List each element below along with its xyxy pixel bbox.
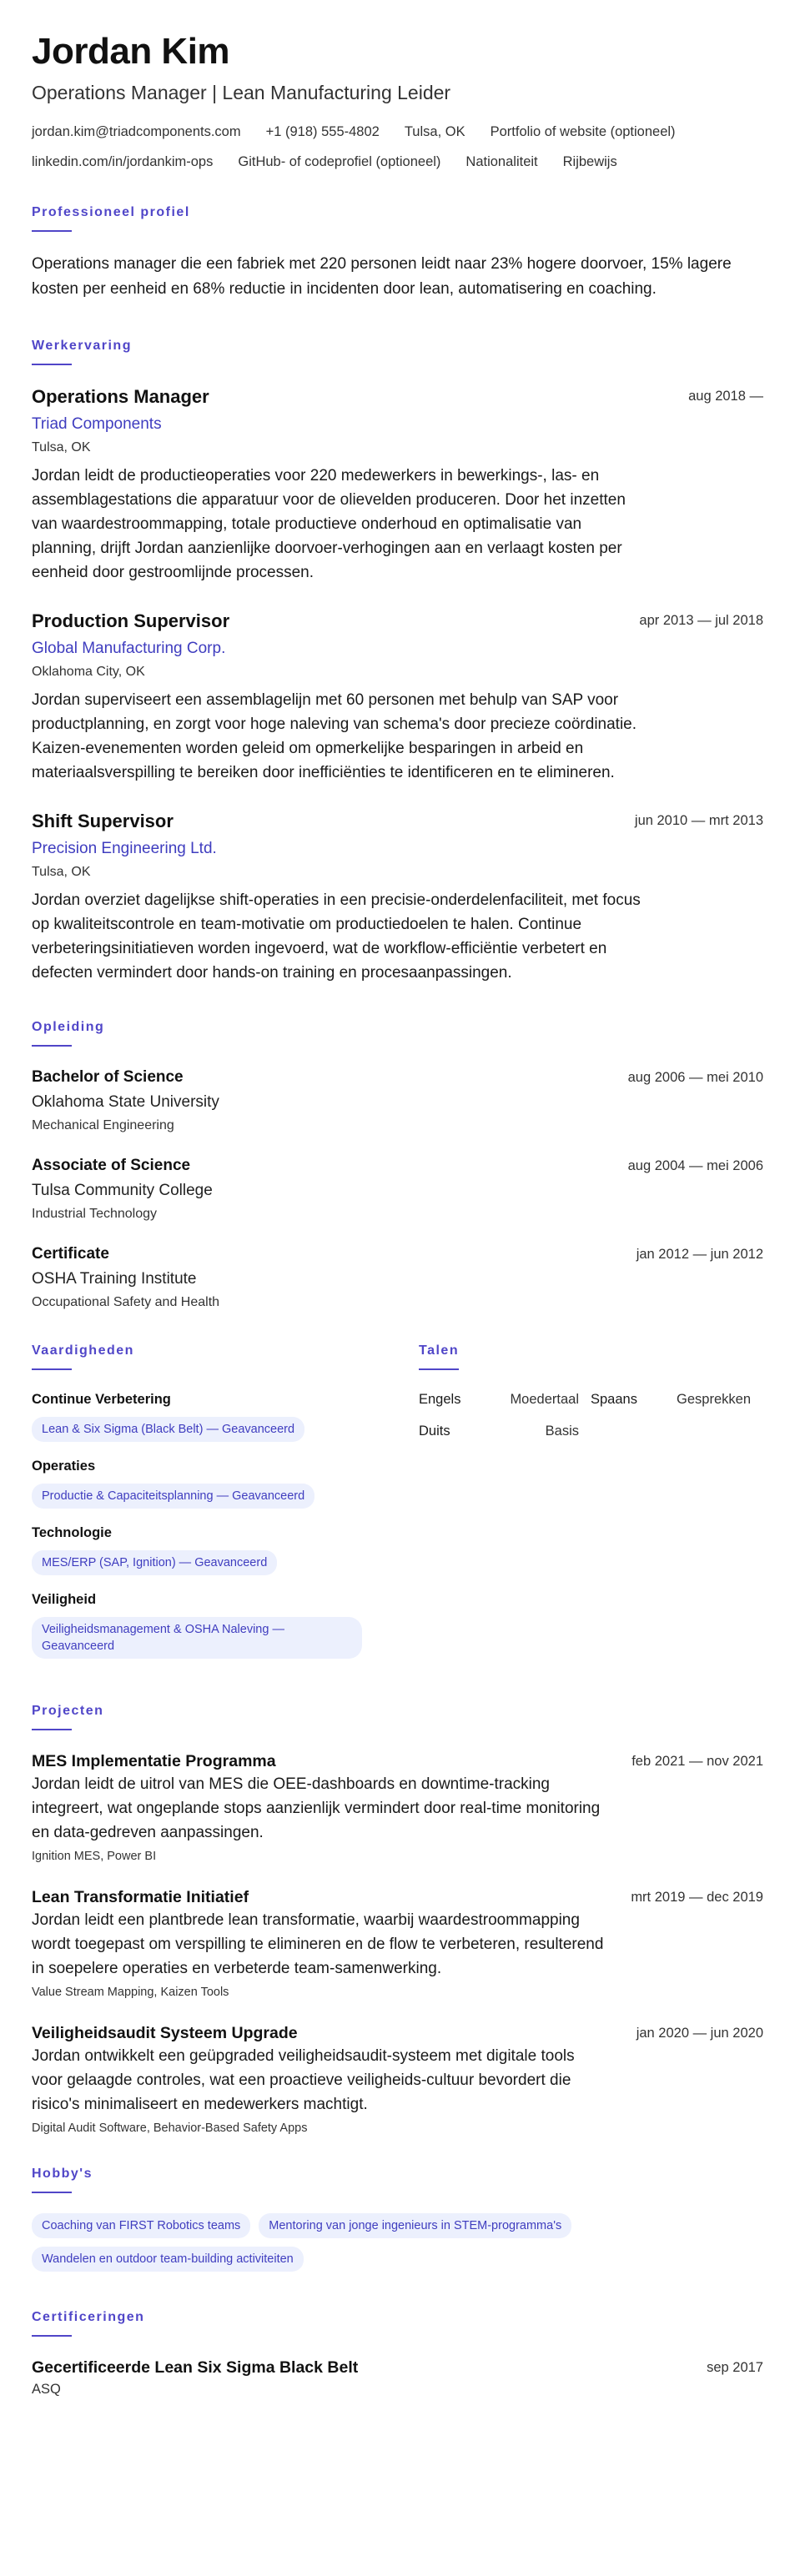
- language-name: Spaans: [591, 1392, 637, 1407]
- project-tools: Value Stream Mapping, Kaizen Tools: [32, 1986, 229, 1999]
- job-description: Jordan leidt de productieoperaties voor 220 medewerkers in bewerkings-, las- en assemblagestations die apparatuur voor de olievelden produceren. Door het inzetten van waardestroommapping, totale productieve onderhoud en optimalisatie van planning, drijft Jordan aanzienlijke doorvoer-verhogingen aan en verlaagt kosten per eenheid door gestroomlijnde processen.: [32, 467, 626, 581]
- education-date: aug 2006 — mei 2010: [627, 1070, 763, 1085]
- job-entry: [32, 810, 763, 985]
- skill-category: Technologie: [32, 1525, 112, 1540]
- education-date: jan 2012 — jun 2012: [636, 1247, 763, 1262]
- job-date: jun 2010 — mrt 2013: [634, 813, 763, 828]
- skills-section: [32, 1342, 382, 1674]
- projects-section: [32, 1702, 763, 2137]
- education-field: Occupational Safety and Health: [32, 1295, 220, 1309]
- job-location: Oklahoma City, OK: [32, 665, 145, 679]
- education-degree: Certificate: [32, 1245, 109, 1263]
- education-entry: [32, 1243, 763, 1312]
- education-date: aug 2004 — mei 2006: [627, 1158, 763, 1173]
- project-date: jan 2020 — jun 2020: [636, 2026, 763, 2041]
- project-entry: [32, 1886, 763, 2001]
- job-entry: [32, 385, 763, 585]
- job-location: Tulsa, OK: [32, 865, 91, 879]
- job-description: Jordan superviseert een assemblagelijn met 60 personen met behulp van SAP voor productplanning, en zorgt voor hoge naleving van schema's door precieze coördinatie. Kaizen-evenementen worden geleid om opmerkelijke besparingen in arbeid en materiaalsverspilling te bereiken door inefficiënties te identificeren en te elimineren.: [32, 691, 637, 781]
- skills-languages-row: [32, 1342, 763, 1674]
- job-title: Shift Supervisor: [32, 811, 174, 831]
- certification-issuer: ASQ: [32, 2382, 61, 2397]
- hobby-list: [32, 2205, 649, 2272]
- job-company: Triad Components: [32, 415, 162, 433]
- project-entry: [32, 1750, 763, 1865]
- contact-portfolio[interactable]: Portfolio of website (optioneel): [490, 124, 676, 139]
- language-level: Gesprekken: [677, 1392, 751, 1407]
- education-school: Tulsa Community College: [32, 1182, 213, 1199]
- section-title-certifications: Certificeringen: [32, 2310, 145, 2324]
- education-entry: [32, 1155, 763, 1223]
- skill-chip: Veiligheidsmanagement & OSHA Naleving — Geavanceerd: [32, 1617, 362, 1659]
- language-entry: [419, 1390, 591, 1409]
- project-date: mrt 2019 — dec 2019: [631, 1890, 763, 1905]
- section-title-skills: Vaardigheden: [32, 1343, 134, 1358]
- candidate-name: Jordan Kim: [32, 31, 230, 72]
- contact-nationality: Nationaliteit: [465, 154, 538, 169]
- project-tools: Ignition MES, Power BI: [32, 1850, 157, 1863]
- project-description: Jordan leidt de uitrol van MES die OEE-dashboards en downtime-tracking integreert, wat ongeplande stops aanzienlijk vermindert door real-time monitoring en data-gedreven aanpassingen.: [32, 1775, 601, 1841]
- education-entry: [32, 1067, 763, 1135]
- section-divider: [32, 1368, 72, 1370]
- education-field: Industrial Technology: [32, 1207, 158, 1221]
- project-name: Veiligheidsaudit Systeem Upgrade: [32, 2024, 298, 2042]
- profile-section: [32, 203, 763, 302]
- language-name: Engels: [419, 1392, 461, 1407]
- profile-summary: Operations manager die een fabriek met 220 personen leidt naar 23% hogere doorvoer, 15% lagere kosten per eenheid en 68% reductie in incidenten door lean, automatisering en coaching.: [32, 255, 732, 298]
- skill-group: [32, 1390, 382, 1442]
- section-divider: [32, 2192, 72, 2193]
- section-title-education: Opleiding: [32, 1020, 105, 1034]
- job-location: Tulsa, OK: [32, 440, 91, 454]
- education-section: [32, 1018, 763, 1312]
- job-company: Precision Engineering Ltd.: [32, 840, 217, 857]
- skill-group: [32, 1590, 382, 1659]
- education-field: Mechanical Engineering: [32, 1118, 174, 1132]
- language-row: [419, 1422, 763, 1440]
- job-description: Jordan overziet dagelijkse shift-operaties in een precisie-onderdelenfaciliteit, met focus op kwaliteitscontrole en team-motivatie om productiedoelen te halen. Continue verbeteringsinitiatieven worden ingevoerd, wat de workflow-efficiëntie verbetert en defecten vermindert door hands-on training en procesaanpassingen.: [32, 891, 641, 982]
- skill-category: Operaties: [32, 1459, 96, 1474]
- experience-section: [32, 337, 763, 985]
- project-description: Jordan leidt een plantbrede lean transformatie, waarbij waardestroommapping wordt toegepast om verspilling te elimineren en de flow te verbeteren, resulterend in soepelere operaties en verbeterde team-samenwerking.: [32, 1911, 604, 1977]
- section-divider: [32, 364, 72, 365]
- skill-chip: Lean & Six Sigma (Black Belt) — Geavanceerd: [32, 1417, 304, 1442]
- contact-linkedin[interactable]: linkedin.com/in/jordankim-ops: [32, 154, 214, 169]
- skill-group: [32, 1457, 382, 1509]
- section-title-hobbies: Hobby's: [32, 2167, 93, 2181]
- job-title: Operations Manager: [32, 386, 209, 407]
- section-title-experience: Werkervaring: [32, 339, 132, 353]
- project-entry: [32, 2022, 763, 2137]
- candidate-headline: Operations Manager | Lean Manufacturing Leider: [32, 82, 451, 103]
- certification-name: Gecertificeerde Lean Six Sigma Black Belt: [32, 2358, 359, 2377]
- section-title-projects: Projecten: [32, 1704, 104, 1718]
- project-name: MES Implementatie Programma: [32, 1752, 276, 1770]
- certification-entry: [32, 2357, 763, 2398]
- project-description: Jordan ontwikkelt een geüpgraded veiligheidsaudit-systeem met digitale tools voor gelaagde controles, wat een proactieve veiligheids-cultuur bevordert die risico's minimaliseert en medewerkers machtigt.: [32, 2047, 575, 2113]
- education-school: OSHA Training Institute: [32, 1270, 197, 1288]
- education-degree: Bachelor of Science: [32, 1068, 184, 1086]
- language-level: Basis: [545, 1424, 579, 1439]
- project-date: feb 2021 — nov 2021: [631, 1754, 763, 1769]
- language-level: Moedertaal: [510, 1392, 579, 1407]
- contact-email[interactable]: jordan.kim@triadcomponents.com: [32, 124, 241, 139]
- section-title-languages: Talen: [419, 1343, 460, 1358]
- language-name: Duits: [419, 1424, 450, 1439]
- section-divider: [32, 1045, 72, 1047]
- language-row: [419, 1390, 763, 1409]
- education-school: Oklahoma State University: [32, 1093, 219, 1111]
- skill-category: Veiligheid: [32, 1592, 97, 1607]
- job-entry: [32, 610, 763, 785]
- skill-chip: Productie & Capaciteitsplanning — Geavanceerd: [32, 1484, 314, 1509]
- contact-list: [32, 122, 766, 172]
- hobbies-section: [32, 2165, 763, 2272]
- contact-drivers-license: Rijbewijs: [562, 154, 617, 169]
- project-name: Lean Transformatie Initiatief: [32, 1888, 249, 1906]
- project-tools: Digital Audit Software, Behavior-Based Safety Apps: [32, 2122, 308, 2135]
- certifications-section: [32, 2308, 763, 2398]
- languages-section: [419, 1342, 763, 1674]
- section-divider: [419, 1368, 459, 1370]
- certification-date: sep 2017: [707, 2360, 763, 2375]
- education-degree: Associate of Science: [32, 1157, 191, 1174]
- job-date: aug 2018 —: [688, 389, 763, 404]
- job-date: apr 2013 — jul 2018: [639, 613, 763, 628]
- hobby-chip: Coaching van FIRST Robotics teams: [32, 2213, 250, 2238]
- contact-github[interactable]: GitHub- of codeprofiel (optioneel): [238, 154, 441, 169]
- skill-category: Continue Verbetering: [32, 1392, 171, 1407]
- hobby-chip: Mentoring van jonge ingenieurs in STEM-programma's: [259, 2213, 571, 2238]
- language-entry: [591, 1390, 762, 1409]
- skill-chip: MES/ERP (SAP, Ignition) — Geavanceerd: [32, 1550, 277, 1575]
- contact-location: Tulsa, OK: [404, 124, 465, 139]
- section-divider: [32, 2335, 72, 2337]
- job-title: Production Supervisor: [32, 610, 230, 631]
- language-entry: [419, 1422, 591, 1440]
- section-divider: [32, 230, 72, 232]
- section-title-profile: Professioneel profiel: [32, 205, 190, 219]
- hobby-chip: Wandelen en outdoor team-building activiteiten: [32, 2247, 304, 2272]
- skill-group: [32, 1524, 382, 1575]
- job-company: Global Manufacturing Corp.: [32, 640, 226, 657]
- section-divider: [32, 1729, 72, 1730]
- contact-phone[interactable]: +1 (918) 555-4802: [265, 124, 380, 139]
